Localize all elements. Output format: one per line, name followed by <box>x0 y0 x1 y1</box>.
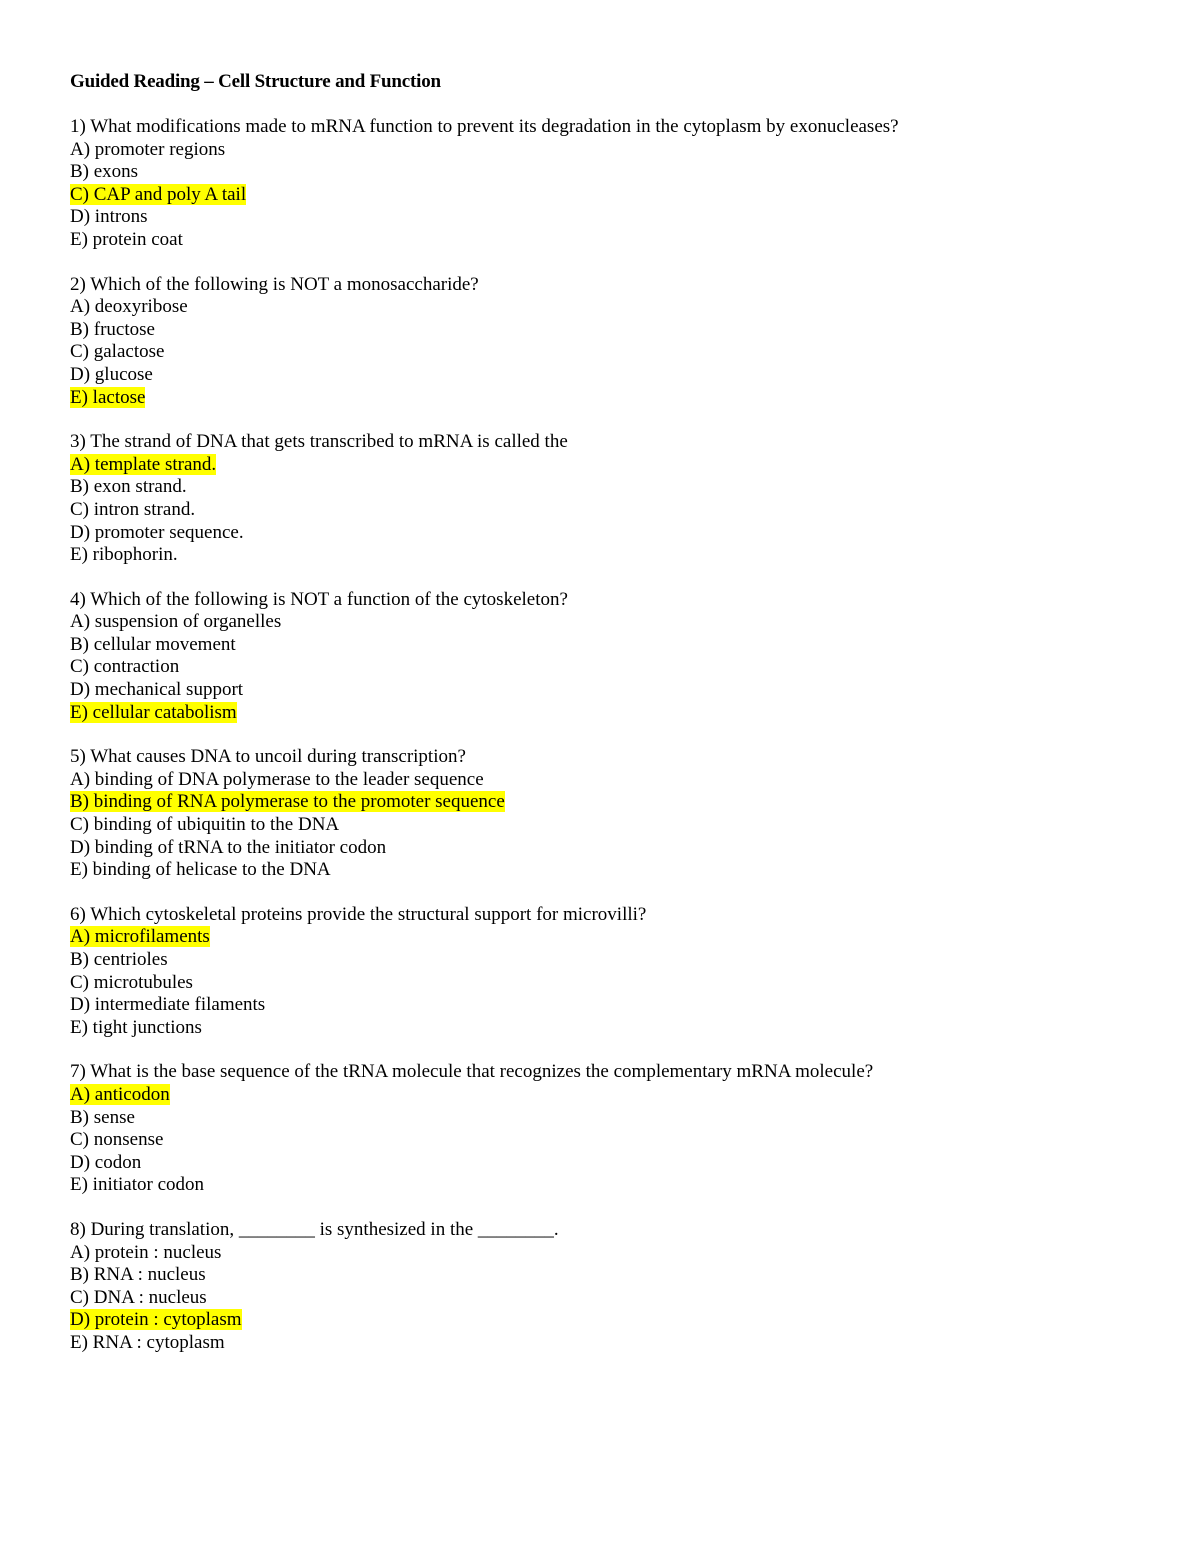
answer-option: E) tight junctions <box>70 1016 202 1038</box>
answer-option: E) initiator codon <box>70 1174 205 1196</box>
document-page <box>70 70 1150 1377</box>
answer-option: E) ribophorin. <box>70 544 178 566</box>
answer-option: A) promoter regions <box>70 138 226 160</box>
answer-option-highlighted: A) anticodon <box>70 1083 170 1105</box>
answer-option: B) cellular movement <box>70 633 236 655</box>
answer-option: D) introns <box>70 206 148 228</box>
answer-option: D) promoter sequence. <box>70 521 244 543</box>
answer-option: A) binding of DNA polymerase to the leader sequence <box>70 768 484 790</box>
question-3 <box>70 431 1150 567</box>
answer-option: C) nonsense <box>70 1129 164 1151</box>
answer-option: B) fructose <box>70 318 155 340</box>
question-8 <box>70 1219 1150 1355</box>
answer-option: E) protein coat <box>70 228 183 250</box>
question-6 <box>70 904 1150 1040</box>
question-text: 8) During translation, ________ is synthesized in the ________. <box>70 1218 559 1240</box>
answer-option: D) binding of tRNA to the initiator codon <box>70 836 387 858</box>
question-4 <box>70 589 1150 725</box>
document-title: Guided Reading – Cell Structure and Function <box>70 71 441 92</box>
answer-option-highlighted: E) lactose <box>70 386 146 408</box>
question-text: 6) Which cytoskeletal proteins provide the structural support for microvilli? <box>70 903 647 925</box>
answer-option: D) mechanical support <box>70 679 244 701</box>
answer-option: C) contraction <box>70 656 180 678</box>
answer-option: E) binding of helicase to the DNA <box>70 859 331 881</box>
answer-option-highlighted: D) protein : cytoplasm <box>70 1309 242 1331</box>
answer-option: C) microtubules <box>70 971 193 993</box>
answer-option: B) centrioles <box>70 949 168 970</box>
question-1 <box>70 116 1150 252</box>
answer-option: D) glucose <box>70 363 153 385</box>
question-text: 3) The strand of DNA that gets transcribed to mRNA is called the <box>70 431 568 453</box>
answer-option: A) suspension of organelles <box>70 611 282 633</box>
answer-option: B) RNA : nucleus <box>70 1264 206 1286</box>
answer-option: D) codon <box>70 1151 142 1173</box>
question-text: 4) Which of the following is NOT a function of the cytoskeleton? <box>70 588 568 610</box>
question-text: 5) What causes DNA to uncoil during transcription? <box>70 746 466 768</box>
answer-option-highlighted: B) binding of RNA polymerase to the promoter sequence <box>70 791 505 813</box>
answer-option-highlighted: A) template strand. <box>70 453 217 475</box>
answer-option: E) RNA : cytoplasm <box>70 1331 225 1353</box>
answer-option-highlighted: E) cellular catabolism <box>70 701 237 723</box>
question-7 <box>70 1061 1150 1197</box>
answer-option: B) sense <box>70 1106 135 1128</box>
answer-option: A) protein : nucleus <box>70 1241 222 1263</box>
answer-option: C) intron strand. <box>70 498 196 520</box>
question-text: 7) What is the base sequence of the tRNA molecule that recognizes the complementary mRNA molecule? <box>70 1061 874 1083</box>
answer-option: D) intermediate filaments <box>70 994 266 1016</box>
answer-option: B) exons <box>70 161 139 183</box>
question-text: 2) Which of the following is NOT a monosaccharide? <box>70 273 479 295</box>
question-2 <box>70 274 1150 410</box>
answer-option: B) exon strand. <box>70 476 187 498</box>
question-text: 1) What modifications made to mRNA function to prevent its degradation in the cytoplasm by exonucleases? <box>70 116 899 137</box>
answer-option: A) deoxyribose <box>70 296 188 318</box>
answer-option: C) DNA : nucleus <box>70 1286 207 1308</box>
answer-option-highlighted: C) CAP and poly A tail <box>70 183 247 205</box>
answer-option: C) galactose <box>70 341 165 363</box>
answer-option: C) binding of ubiquitin to the DNA <box>70 814 340 836</box>
answer-option-highlighted: A) microfilaments <box>70 926 210 948</box>
question-5 <box>70 746 1150 882</box>
